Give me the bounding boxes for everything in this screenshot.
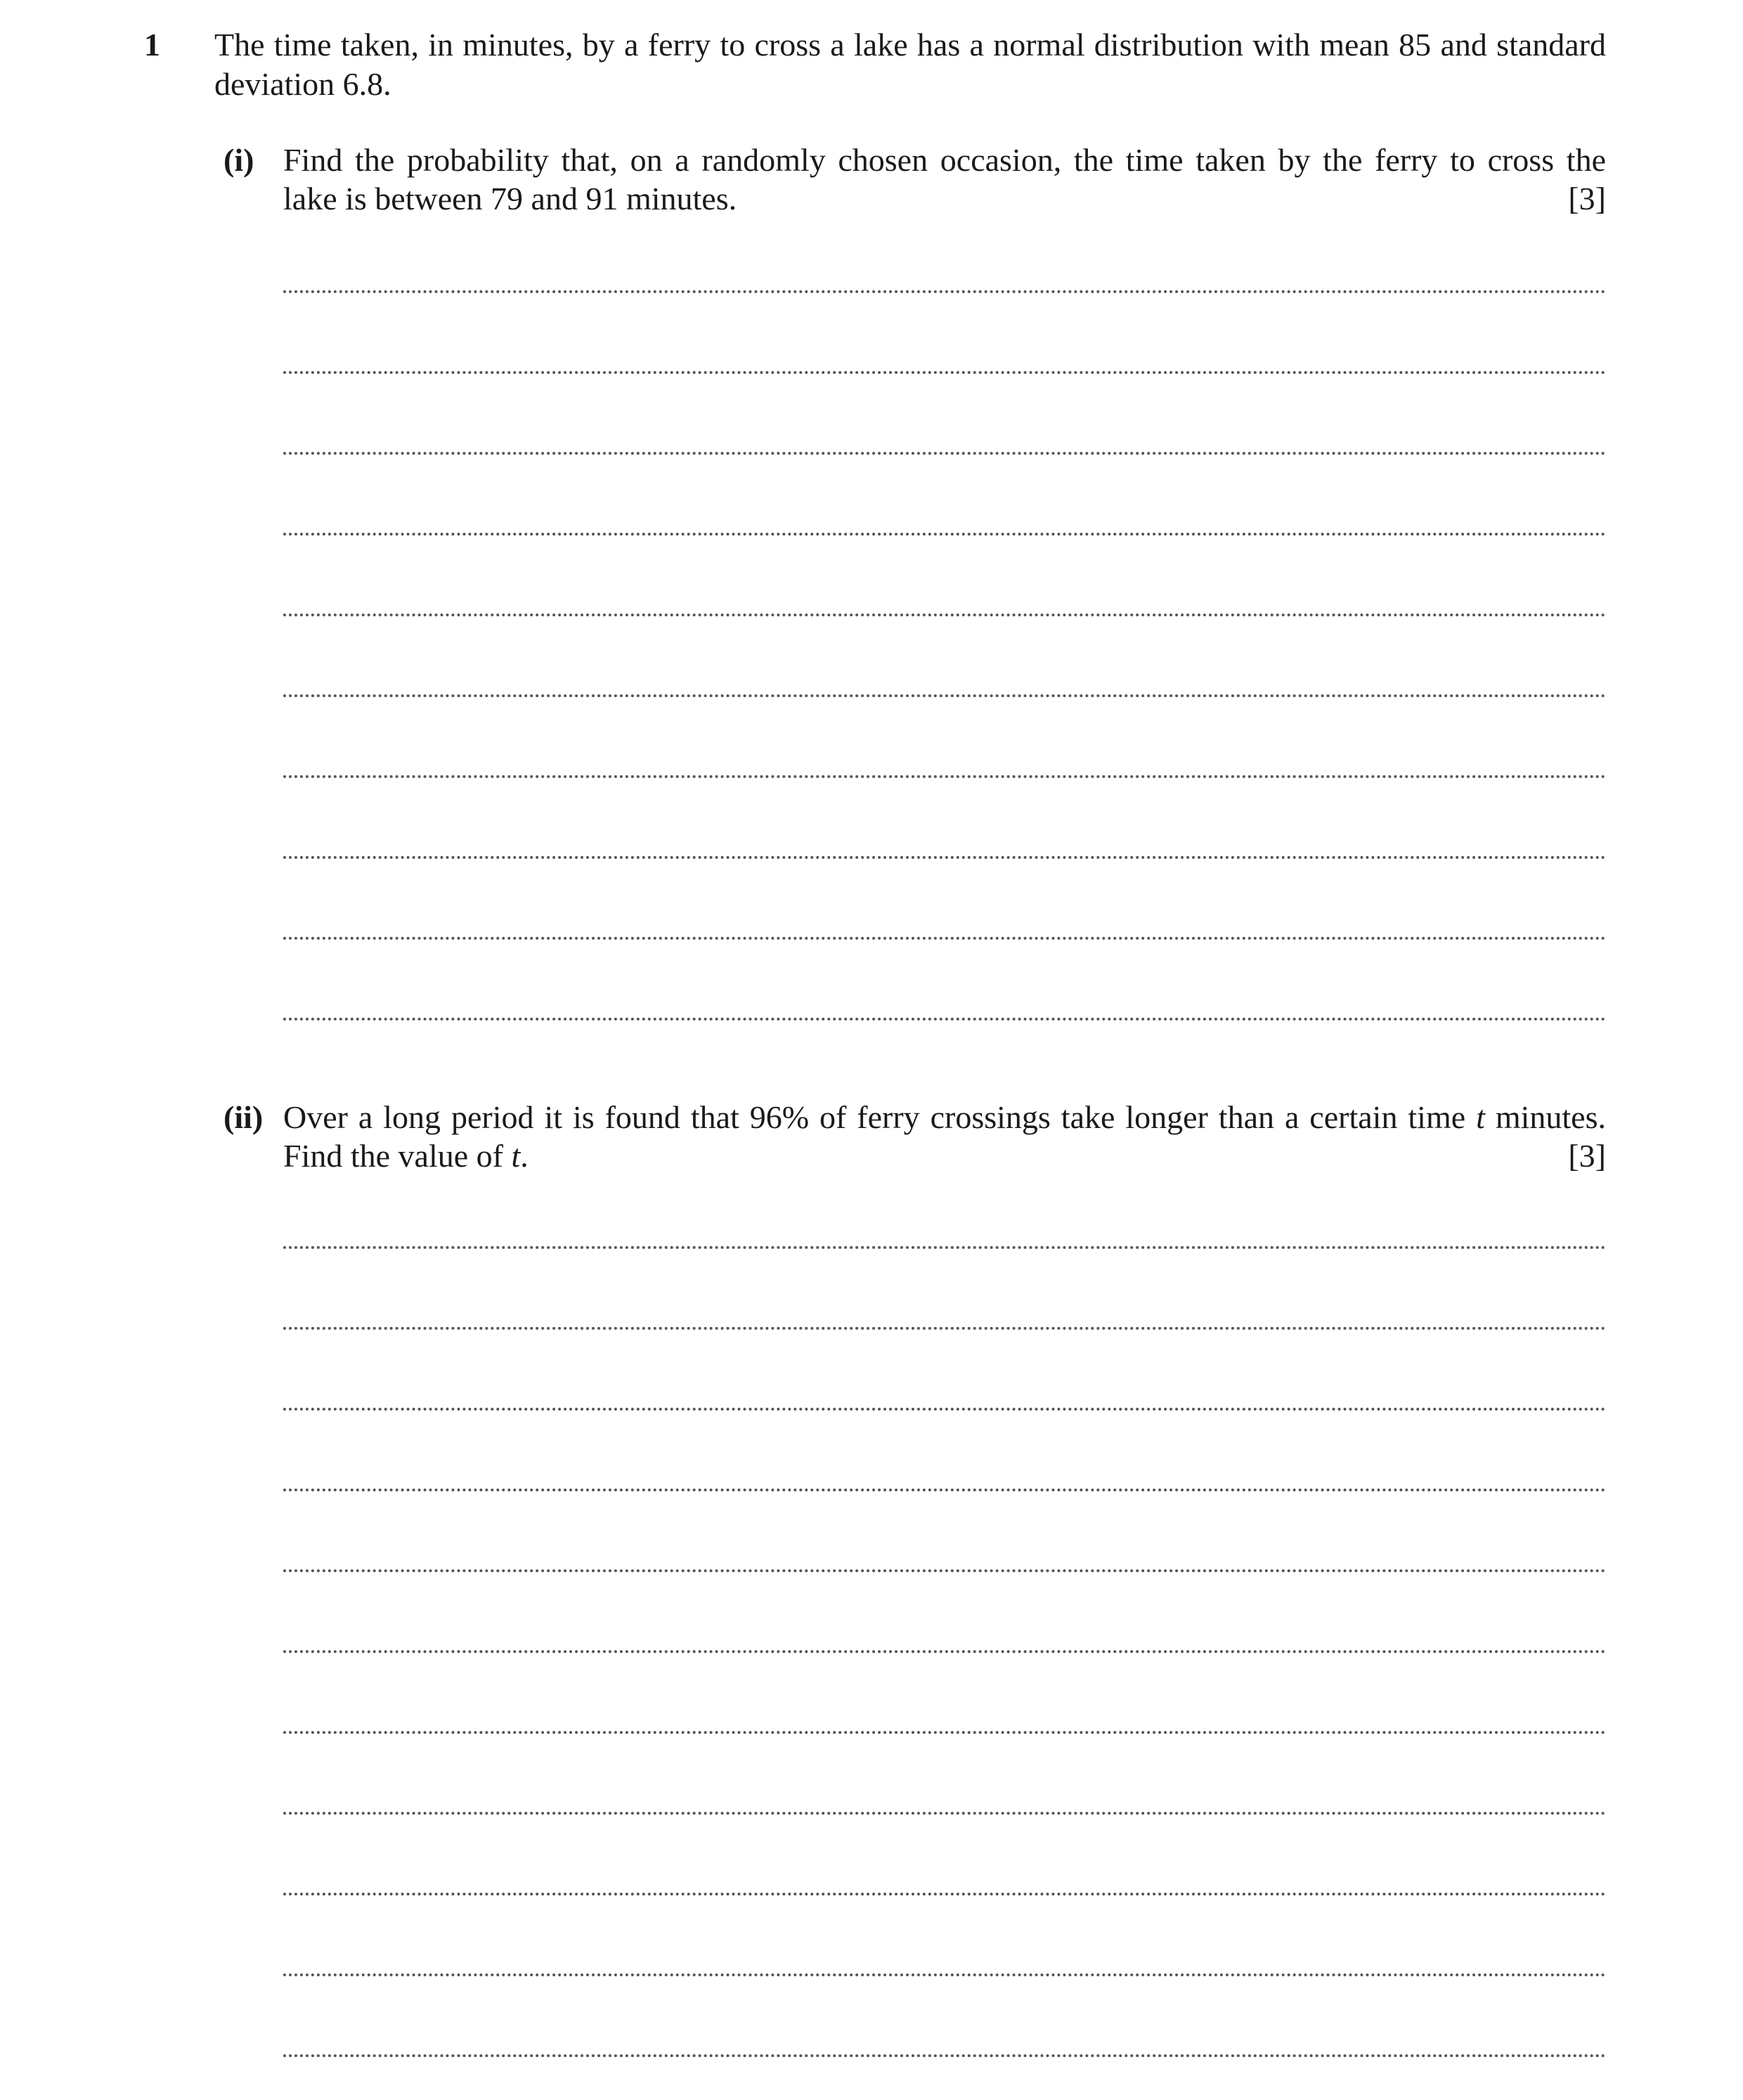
part-ii-line1: Over a long period it is found that 96% of ferry crossings take longer than a certain time t minutes. <box>283 1099 1606 1135</box>
answer-line[interactable] <box>283 290 1606 293</box>
variable-t: t <box>511 1138 521 1174</box>
variable-t: t <box>1476 1099 1485 1135</box>
part-i-text <box>283 141 1606 218</box>
answer-line[interactable] <box>283 1812 1606 1815</box>
answer-line[interactable] <box>283 1246 1606 1249</box>
question-stem: The time taken, in minutes, by a ferry to cross a lake has a normal distribution with mean 85 and standard deviation 6.8. <box>214 27 1606 102</box>
part-ii-label: (ii) <box>223 1099 264 1135</box>
part-ii-line2: Find the value of t. <box>283 1138 529 1174</box>
part-ii <box>223 1098 1606 1175</box>
part-i-line2: lake is between 79 and 91 minutes. <box>283 181 737 216</box>
part-i-line1: Find the probability that, on a randomly chosen occasion, the time taken by the ferry to cross the <box>283 142 1606 178</box>
answer-line[interactable] <box>283 775 1606 778</box>
part-ii-text <box>283 1098 1606 1175</box>
answer-line[interactable] <box>283 1408 1606 1411</box>
answer-line[interactable] <box>283 856 1606 859</box>
part-i-label: (i) <box>223 142 254 178</box>
answer-line[interactable] <box>283 614 1606 616</box>
answer-line[interactable] <box>283 452 1606 455</box>
part-ii-marks: [3] <box>1568 1138 1606 1174</box>
answer-line[interactable] <box>283 1489 1606 1491</box>
answer-line[interactable] <box>283 694 1606 697</box>
answer-line[interactable] <box>283 533 1606 536</box>
answer-line[interactable] <box>283 1973 1606 1976</box>
answer-line[interactable] <box>283 1327 1606 1330</box>
part-i-marks: [3] <box>1568 181 1606 216</box>
answer-line[interactable] <box>283 1018 1606 1020</box>
question-number: 1 <box>144 27 160 63</box>
answer-line[interactable] <box>283 371 1606 374</box>
answer-line[interactable] <box>283 2054 1606 2057</box>
answer-line[interactable] <box>283 1650 1606 1653</box>
answer-line[interactable] <box>283 1569 1606 1572</box>
part-i <box>223 141 1606 218</box>
answer-line[interactable] <box>283 1731 1606 1734</box>
answer-line[interactable] <box>283 937 1606 940</box>
answer-line[interactable] <box>283 1893 1606 1895</box>
